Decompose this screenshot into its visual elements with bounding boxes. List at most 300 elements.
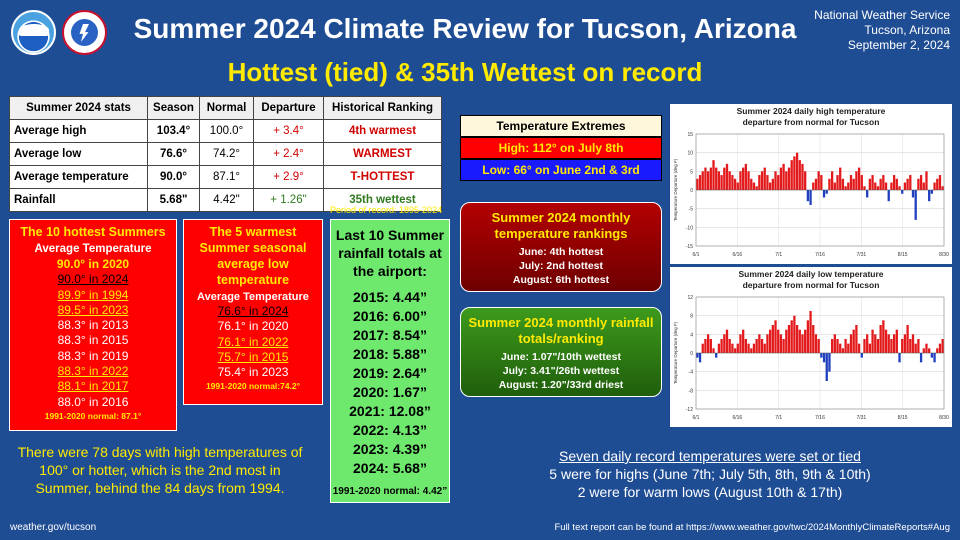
departure-bar (780, 168, 782, 190)
list-item: 88.3° in 2013 (57, 318, 129, 333)
departure-bar (909, 175, 911, 190)
departure-bar (931, 353, 933, 358)
x-tick-label: 7/16 (815, 252, 825, 258)
departure-bar (750, 179, 752, 190)
period-of-record: Period of record: 1895-2024 (330, 205, 443, 215)
departure-bar (785, 171, 787, 190)
row-label: Average low (10, 143, 148, 166)
departure-bar (880, 325, 882, 353)
departure-bar (742, 330, 744, 353)
departure-bar (704, 339, 706, 353)
list-item: 88.0° in 2016 (57, 394, 129, 409)
x-tick-label: 8/30 (939, 252, 949, 258)
departure-bar (750, 348, 752, 353)
departure-bar (942, 186, 944, 190)
departure-bar (931, 190, 933, 194)
departure-bar (745, 164, 747, 190)
list-item: 90.0° in 2024 (57, 272, 129, 287)
departure-bar (925, 344, 927, 353)
departure-bar (723, 334, 725, 353)
departure-bar (888, 334, 890, 353)
departure-bar (869, 179, 871, 190)
departure-bar (834, 334, 836, 353)
records-line: 2 were for warm lows (August 10th & 17th) (577, 484, 843, 500)
x-tick-label: 7/31 (856, 415, 867, 421)
departure-bar (818, 171, 820, 190)
departure-bar (747, 344, 749, 353)
list-item: June: 4th hottest (518, 246, 604, 258)
departure-bar (702, 171, 704, 190)
list-item: June: 1.07"/10th wettest (501, 351, 621, 363)
departure-bar (753, 183, 755, 190)
office-line: National Weather Service (814, 8, 950, 22)
low-departure-chart (670, 267, 952, 427)
departure-bar (912, 334, 914, 353)
list-item: 88.3° in 2015 (57, 333, 129, 348)
high-departure-chart (670, 104, 952, 264)
x-tick-label: 6/16 (732, 415, 743, 421)
departure-bar (720, 339, 722, 353)
y-tick-label: 10 (687, 150, 693, 157)
y-tick-label: 12 (687, 295, 693, 301)
departure-bar (844, 339, 846, 353)
departure-bar (823, 190, 825, 197)
departure-bar (710, 168, 712, 190)
departure-bar (933, 183, 935, 190)
column-header: Summer 2024 stats (10, 97, 148, 120)
departure-bar (923, 348, 925, 353)
extreme-high: High: 112° on July 8th (460, 137, 662, 159)
x-tick-label: 7/1 (775, 415, 783, 421)
departure-bar (874, 183, 876, 190)
list-item: 89.5° in 2023 (57, 302, 129, 317)
departure-bar (739, 334, 741, 353)
chart-title: Summer 2024 daily high temperature (736, 106, 886, 116)
departure-bar (818, 339, 820, 353)
departure-bar (890, 339, 892, 353)
monthly-rainfall-rankings (460, 307, 662, 397)
departure-bar (861, 353, 863, 358)
list-item: 88.1° in 2017 (57, 379, 129, 394)
departure-bar (766, 334, 768, 353)
departure-bar (882, 175, 884, 190)
normal-value: 100.0° (200, 120, 254, 143)
departure-bar (866, 190, 868, 197)
departure-bar (772, 179, 774, 190)
y-tick-label: 4 (690, 332, 693, 339)
departure-bar (834, 183, 836, 190)
box-heading: The 10 hottest Summers (20, 225, 166, 239)
departure-bar (718, 171, 720, 190)
departure-bar (696, 179, 698, 190)
departure-bar (901, 190, 903, 194)
departure-bar (888, 190, 890, 201)
box-heading: Last 10 Summer rainfall totals at the airport: (335, 227, 445, 279)
noaa-logo (11, 10, 56, 55)
departure-bar (761, 171, 763, 190)
departure-bar (764, 344, 766, 353)
nws-logo (62, 10, 107, 55)
departure-bar (764, 168, 766, 190)
departure-bar (917, 179, 919, 190)
departure-bar (933, 353, 935, 362)
table-row (10, 143, 442, 166)
departure-bar (863, 339, 865, 353)
departure-bar (815, 179, 817, 190)
normal-value: 74.2° (200, 143, 254, 166)
departure-bar (896, 330, 898, 353)
departure-bar (909, 339, 911, 353)
departure-bar (812, 325, 814, 353)
table-row (10, 166, 442, 189)
departure-bar (807, 190, 809, 201)
summer-stats-table (9, 96, 442, 212)
list-item: 2023: 4.39” (353, 441, 427, 457)
departure-bar (707, 334, 709, 353)
y-tick-label: -12 (685, 407, 693, 413)
list-item: 2017: 8.54” (353, 327, 427, 343)
box-subheading: Average Temperature (34, 243, 152, 255)
y-tick-label: 0 (690, 188, 693, 194)
list-item: 76.1° in 2020 (217, 319, 289, 334)
x-tick-label: 6/16 (732, 252, 743, 258)
departure-bar (799, 330, 801, 353)
departure-bar (745, 339, 747, 353)
y-tick-label: 8 (690, 313, 693, 320)
departure-bar (712, 348, 714, 353)
footer-website-link[interactable]: weather.gov/tucson (10, 522, 97, 533)
list-item: 88.3° in 2019 (57, 348, 129, 363)
departure-bar (761, 339, 763, 353)
rainfall-totals-box (330, 219, 450, 503)
departure-bar (915, 190, 917, 220)
departure-bar (853, 179, 855, 190)
hottest-summers-box (9, 219, 177, 431)
departure-bar (855, 325, 857, 353)
normal-note: 1991-2020 normal: 4.42” (332, 486, 448, 497)
departure-bar (828, 179, 830, 190)
y-axis-label: Temperature Departure (deg F) (673, 321, 678, 385)
departure-bar (906, 325, 908, 353)
chart-title: Summer 2024 daily low temperature (738, 269, 884, 279)
departure-bar (858, 344, 860, 353)
departure-bar (793, 156, 795, 190)
chart-title: departure from normal for Tucson (742, 280, 880, 290)
list-item: 2019: 2.64” (353, 365, 427, 381)
hundred-degree-note: There were 78 days with high temperatures of 100° or hotter, which is the 2nd most in Summer, behind the 84 days from 1994. (17, 444, 303, 496)
departure-bar (861, 175, 863, 190)
departure-bar (753, 344, 755, 353)
box-heading: Summer 2024 monthly temperature rankings (491, 210, 631, 241)
extremes-heading: Temperature Extremes (460, 115, 662, 137)
departure-bar (729, 339, 731, 353)
departure-bar (823, 353, 825, 362)
list-item: 76.6° in 2024 (217, 304, 289, 318)
departure-bar (877, 186, 879, 190)
x-tick-label: 8/15 (897, 252, 908, 258)
departure-bar (917, 339, 919, 353)
departure-bar (863, 186, 865, 190)
list-item: August: 1.20"/33rd driest (498, 379, 624, 391)
season-value: 5.68" (148, 189, 200, 212)
departure-bar (726, 164, 728, 190)
departure-bar (858, 168, 860, 190)
row-label: Rainfall (10, 189, 148, 212)
records-line: 5 were for highs (June 7th; July 5th, 8th, 9th & 10th) (549, 466, 871, 482)
list-item: July: 3.41"/26th wettest (502, 365, 620, 377)
x-tick-label: 8/30 (939, 415, 949, 421)
departure-bar (871, 330, 873, 353)
departure-bar (785, 330, 787, 353)
x-tick-label: 7/1 (775, 252, 783, 258)
records-heading: Seven daily record temperatures were set or tied (559, 448, 861, 464)
list-item: 75.4° in 2023 (217, 365, 289, 380)
departure-bar (820, 353, 822, 358)
departure-bar (774, 320, 776, 353)
departure-bar (766, 175, 768, 190)
departure-bar (920, 175, 922, 190)
departure-bar (791, 160, 793, 190)
departure-bar (844, 186, 846, 190)
departure-bar (898, 186, 900, 190)
low-departure-chart-svg (670, 267, 952, 427)
ranking-value: WARMEST (324, 143, 442, 166)
list-item: 88.3° in 2022 (57, 364, 129, 379)
departure-bar (715, 168, 717, 190)
column-header: Historical Ranking (324, 97, 442, 120)
list-item: 2021: 12.08” (349, 403, 431, 419)
ranking-value: T-HOTTEST (324, 166, 442, 189)
departure-bar (772, 325, 774, 353)
departure-bar (777, 175, 779, 190)
temperature-extremes (460, 115, 662, 181)
normal-value: 87.1° (200, 166, 254, 189)
x-tick-label: 7/31 (856, 252, 867, 258)
x-tick-label: 6/1 (692, 252, 700, 258)
departure-bar (836, 175, 838, 190)
departure-bar (742, 168, 744, 190)
departure-bar (729, 171, 731, 190)
departure-bar (866, 334, 868, 353)
monthly-temp-rankings (460, 202, 662, 292)
departure-value: + 1.26" (254, 189, 324, 212)
departure-bar (828, 353, 830, 372)
departure-bar (923, 183, 925, 190)
list-item: 2018: 5.88” (353, 346, 427, 362)
departure-bar (739, 171, 741, 190)
departure-bar (853, 330, 855, 353)
departure-bar (799, 160, 801, 190)
column-header: Normal (200, 97, 254, 120)
list-item: 2015: 4.44” (353, 289, 427, 305)
departure-bar (788, 325, 790, 353)
departure-bar (801, 334, 803, 353)
departure-bar (782, 339, 784, 353)
departure-bar (893, 175, 895, 190)
departure-bar (758, 334, 760, 353)
departure-bar (702, 344, 704, 353)
departure-bar (885, 183, 887, 190)
departure-bar (826, 190, 828, 194)
y-tick-label: 5 (690, 169, 693, 176)
office-info (814, 8, 950, 53)
normal-note: 1991-2020 normal:74.2° (205, 381, 301, 392)
departure-bar (809, 311, 811, 353)
departure-bar (704, 168, 706, 190)
departure-bar (874, 334, 876, 353)
y-tick-label: -8 (688, 388, 693, 395)
box-subheading: Average Temperature (197, 291, 309, 303)
report-date: September 2, 2024 (847, 38, 950, 52)
departure-bar (793, 316, 795, 353)
footer-report-link[interactable]: Full text report can be found at https://www.weather.gov/twc/2024MonthlyClimateReports#Aug (554, 522, 950, 533)
column-header: Season (148, 97, 200, 120)
list-item: 2020: 1.67” (353, 384, 427, 400)
departure-bar (869, 344, 871, 353)
departure-bar (831, 171, 833, 190)
y-tick-label: -10 (685, 225, 693, 232)
ranking-value: 35th wettest (324, 189, 442, 212)
list-item: 90.0° in 2020 (56, 257, 130, 271)
departure-bar (839, 344, 841, 353)
departure-bar (904, 334, 906, 353)
departure-bar (915, 344, 917, 353)
departure-bar (796, 153, 798, 190)
y-tick-label: 0 (690, 351, 693, 357)
departure-bar (774, 171, 776, 190)
departure-bar (807, 320, 809, 353)
departure-bar (842, 179, 844, 190)
departure-bar (936, 179, 938, 190)
departure-bar (831, 339, 833, 353)
departure-bar (731, 344, 733, 353)
x-tick-label: 8/15 (897, 415, 908, 421)
departure-bar (734, 348, 736, 353)
departure-bar (804, 330, 806, 353)
departure-bar (734, 179, 736, 190)
departure-bar (939, 344, 941, 353)
departure-bar (847, 344, 849, 353)
departure-bar (925, 171, 927, 190)
season-value: 90.0° (148, 166, 200, 189)
departure-bar (928, 190, 930, 201)
departure-bar (896, 179, 898, 190)
departure-bar (804, 171, 806, 190)
normal-value: 4.42" (200, 189, 254, 212)
departure-bar (801, 164, 803, 190)
list-item: August: 6th hottest (512, 274, 610, 286)
chart-title: departure from normal for Tucson (742, 117, 880, 127)
departure-bar (769, 183, 771, 190)
departure-bar (826, 353, 828, 381)
departure-value: + 2.9° (254, 166, 324, 189)
departure-bar (904, 183, 906, 190)
departure-bar (936, 348, 938, 353)
departure-bar (737, 183, 739, 190)
departure-bar (777, 330, 779, 353)
list-item: July: 2nd hottest (518, 260, 603, 272)
departure-bar (723, 168, 725, 190)
departure-bar (796, 325, 798, 353)
list-item: 2022: 4.13” (353, 422, 427, 438)
departure-bar (788, 168, 790, 190)
departure-bar (780, 334, 782, 353)
departure-bar (885, 330, 887, 353)
departure-bar (906, 179, 908, 190)
departure-bar (756, 339, 758, 353)
departure-bar (836, 339, 838, 353)
departure-bar (877, 339, 879, 353)
departure-bar (901, 339, 903, 353)
departure-bar (880, 179, 882, 190)
list-item: 75.7° in 2015 (217, 349, 289, 364)
departure-bar (928, 348, 930, 353)
departure-bar (912, 190, 914, 197)
page-subtitle: Hottest (tied) & 35th Wettest on record (227, 57, 703, 87)
departure-bar (699, 175, 701, 190)
departure-bar (791, 320, 793, 353)
departure-bar (710, 339, 712, 353)
departure-bar (715, 353, 717, 358)
departure-bar (758, 175, 760, 190)
warmest-lows-box (183, 219, 323, 405)
departure-bar (756, 186, 758, 190)
y-axis-label: Temperature Departure (deg F) (673, 158, 678, 222)
departure-bar (726, 330, 728, 353)
row-label: Average high (10, 120, 148, 143)
departure-bar (699, 353, 701, 362)
departure-bar (769, 330, 771, 353)
departure-value: + 2.4° (254, 143, 324, 166)
departure-bar (847, 183, 849, 190)
normal-note: 1991-2020 normal: 87.1° (44, 410, 142, 421)
row-label: Average temperature (10, 166, 148, 189)
season-value: 76.6° (148, 143, 200, 166)
list-item: 76.1° in 2022 (217, 334, 289, 349)
departure-bar (871, 175, 873, 190)
departure-bar (893, 334, 895, 353)
departure-bar (890, 183, 892, 190)
departure-bar (842, 348, 844, 353)
x-tick-label: 7/16 (815, 415, 825, 421)
departure-bar (707, 171, 709, 190)
y-tick-label: 15 (687, 132, 693, 138)
departure-bar (855, 171, 857, 190)
departure-bar (920, 353, 922, 362)
departure-bar (712, 160, 714, 190)
departure-bar (812, 183, 814, 190)
table-header-row (10, 97, 442, 120)
season-value: 103.4° (148, 120, 200, 143)
departure-bar (737, 344, 739, 353)
departure-bar (850, 334, 852, 353)
table-row (10, 120, 442, 143)
y-tick-label: -4 (688, 369, 693, 376)
list-item: 2016: 6.00” (353, 308, 427, 324)
ranking-value: 4th warmest (324, 120, 442, 143)
y-tick-label: -5 (688, 206, 693, 213)
departure-bar (839, 168, 841, 190)
departure-bar (747, 171, 749, 190)
departure-bar (820, 175, 822, 190)
box-heading: The 5 warmest Summer seasonal average low temperature (199, 225, 307, 287)
column-header: Departure (254, 97, 324, 120)
departure-bar (809, 190, 811, 205)
page-title: Summer 2024 Climate Review for Tucson, Arizona (133, 13, 797, 44)
list-item: 89.9° in 1994 (57, 287, 129, 302)
departure-bar (882, 320, 884, 353)
departure-value: + 3.4° (254, 120, 324, 143)
